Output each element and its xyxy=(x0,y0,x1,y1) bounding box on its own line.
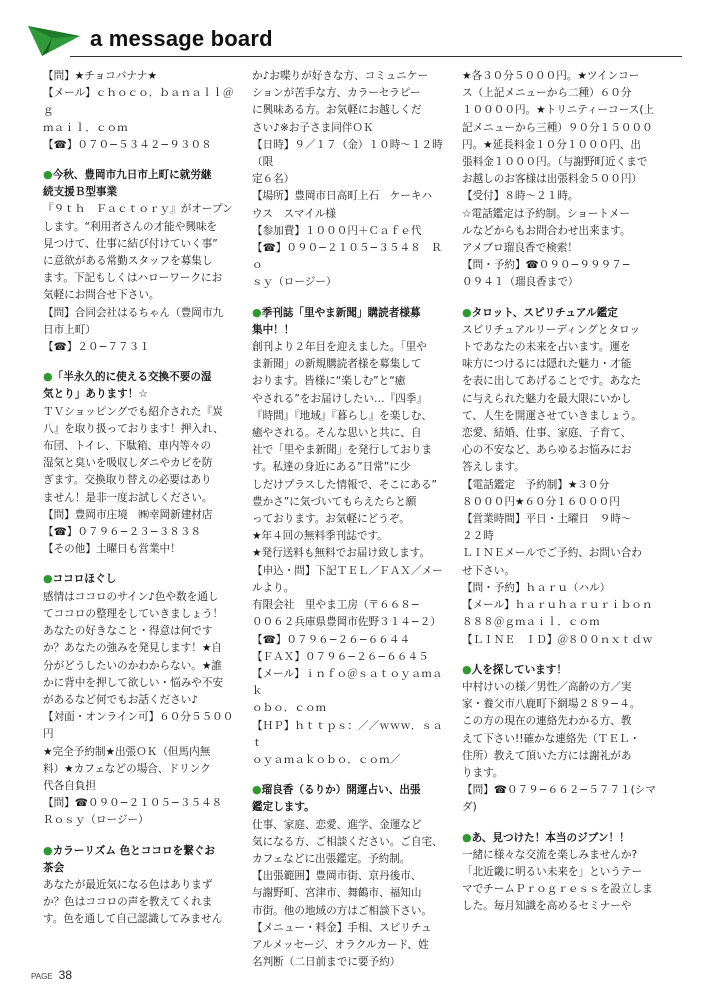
listing-heading xyxy=(43,860,243,877)
column-3 xyxy=(462,68,662,916)
paper-plane-icon xyxy=(28,22,80,56)
bullet-icon: ● xyxy=(462,305,472,319)
body-line: 恋愛、結婚、仕事、家庭、子育て、 xyxy=(462,427,632,440)
body-line: ８０００円★６０分１６０００円 xyxy=(462,495,620,508)
body-line: ｓｙ（ロージー） xyxy=(252,276,337,289)
body-line: 【☎】０７９６−２３−３８３８ xyxy=(43,526,202,539)
body-line: 「北近畿に明るい未来を」というテー xyxy=(462,865,643,878)
body-line: 中村けいの様／男性／高齢の方／実 xyxy=(462,680,632,693)
listing-heading xyxy=(252,322,452,339)
body-line: 【参加費】１０００円＋Ｃａｆｅ代 xyxy=(252,224,422,237)
body-line: この方の現在の連絡先わかる方、教 xyxy=(462,715,632,728)
body-line: 癒やされる。そんな思いと共に、自 xyxy=(252,427,422,440)
block-gap xyxy=(43,830,243,842)
body-line: 気になる方、ご相談ください。ご自宅、 xyxy=(252,835,443,848)
block-gap xyxy=(462,817,662,829)
body-line: スピリチュアルリーディングとタロッ xyxy=(462,323,641,336)
body-line: えて下さい!!確かな連絡先（ＴＥＬ・ xyxy=(462,732,640,745)
body-line: っております。お気軽にどうぞ。 xyxy=(252,513,410,526)
body-line: 分がどうしたいのかわからない。★誰 xyxy=(43,659,222,672)
listing-heading xyxy=(43,184,243,201)
body-line: あなたが最近気になる色はありまず xyxy=(43,878,213,891)
body-line: せ下さい。 xyxy=(462,564,515,577)
body-line: 有限会社 里やま工房（〒６６８− xyxy=(252,599,420,612)
body-line: カフェなどに出張鑑定。予約制。 xyxy=(252,852,411,865)
body-line: かに背中を押して欲しい・悩みや不安 xyxy=(43,676,224,689)
body-line: 【問・予約】ｈａｒｕ（ハル） xyxy=(462,581,611,594)
listing-heading xyxy=(43,570,243,588)
body-line: おります。皆様に“楽しむ”と“癒 xyxy=(252,375,406,388)
body-line: を表に出してあげることです。あなた xyxy=(462,375,642,388)
body-line: 一緒に様々な交流を楽しみませんか? xyxy=(462,848,638,861)
body-line: ２２時 xyxy=(462,530,494,543)
listing-heading xyxy=(462,661,662,679)
body-line: ＴＶショッピングでも紹介された『炭 xyxy=(43,405,223,418)
body-line: 【☎】０９０−２１０５−３５４８ Ｒｏ xyxy=(252,242,442,272)
block-gap xyxy=(43,154,243,166)
listing-heading-text: ココロほぐし xyxy=(52,573,117,586)
body-line: 【日時】９／１７（金）１０時〜１２時（限 xyxy=(252,138,443,169)
body-line: 【営業時間】平日・土曜日 ９時〜 xyxy=(462,513,632,526)
listing-heading xyxy=(43,368,243,386)
listing-heading xyxy=(462,304,662,322)
body-line: 【受付】８時〜２１時。 xyxy=(462,190,579,203)
body-line: 市街。他の地域の方はご相談下さい。 xyxy=(252,904,433,917)
body-line: 料）★カフェなどの場合、ドリンク xyxy=(43,762,211,775)
column-1 xyxy=(43,68,243,929)
body-line: 【電話鑑定 予約制】★３０分 xyxy=(462,478,610,491)
body-line: 円。★延長料金１０分１０００円、出 xyxy=(462,138,641,151)
listing-heading-text: 続支援Ｂ型事業 xyxy=(43,186,118,199)
body-line: 社で「里やま新聞」を発行しておりま xyxy=(252,444,433,457)
body-line: 【ＨＰ】ｈｔｔｐｓ：／／ｗｗｗ．ｓａｔ xyxy=(252,719,443,749)
body-line: Ｒｏｓｙ（ロージー） xyxy=(43,814,149,827)
block-gap xyxy=(252,292,452,304)
body-line: ０９４１（瑠良香まで） xyxy=(462,276,579,289)
body-line: 【申込・問】下記ＴＥＬ／ＦＡＸ／メー xyxy=(252,564,443,577)
body-line: １００００円。★トリニティーコース(上 xyxy=(462,104,655,117)
body-line: 豊かさ”に気づいてもらえたらと願 xyxy=(252,495,417,508)
listing-heading-text: 「半永久的に使える交換不要の湿 xyxy=(52,371,212,384)
body-line: 代各自負担 xyxy=(43,779,96,792)
body-line: 【メール】ｈａｒｕｈａｒｕｒｉｂｏｎ xyxy=(462,599,653,612)
body-line: 【☎】０７０−５３４２−９３０８ xyxy=(43,138,212,151)
body-line: 住所）教えて頂いた方には謝礼があ xyxy=(462,749,632,762)
body-line: ★完全予約制★出張ＯＫ（但馬内無 xyxy=(43,745,211,758)
body-line: 湿気と臭いを吸収しダニやカビを防 xyxy=(43,457,213,470)
body-line: 【問】合同会社はるちゃん（豊岡市九 xyxy=(43,306,224,319)
body-line: 【問】★チョコバナナ★ xyxy=(43,70,158,82)
body-line: 味方につけるには隠れた魅力・才能 xyxy=(462,358,632,371)
body-line: ＬＩＮＥメールでご予約、お問い合わ xyxy=(462,547,642,560)
listing-heading xyxy=(252,799,452,816)
body-line: ぎます。交換取り替えの必要はあり xyxy=(43,474,212,487)
listing-heading-text: 瑠良香（るりか）開運占い、出張 xyxy=(261,784,421,797)
bullet-icon: ● xyxy=(252,305,262,319)
body-line: に興味ある方。お気軽にお越しくだ xyxy=(252,104,422,117)
body-line: 【ＦＡＸ】０７９６−２６−６６４５ xyxy=(252,650,429,663)
body-line: 【その他】土曜日も営業中！ xyxy=(43,543,181,556)
body-line: 『９ｔｈ Ｆａｃｔｏｒｙ』がオープン xyxy=(43,203,233,216)
body-line: ★発行送料も無料でお届け致します。 xyxy=(252,547,431,560)
body-line: ★年４回の無料季刊誌です。 xyxy=(252,530,388,543)
listing-heading-text: 気とり」あります！☆ xyxy=(43,388,148,401)
body-line: した。毎月知識を高めるセミナーや xyxy=(462,900,632,913)
block-gap xyxy=(462,292,662,304)
bullet-icon: ● xyxy=(462,662,472,676)
listing-heading-text: あ、見つけた！本当のジブン！！ xyxy=(471,831,630,844)
body-line: やされる”をお届けしたい…『四季』 xyxy=(252,392,427,405)
bullet-icon: ● xyxy=(43,843,53,857)
bullet-icon: ● xyxy=(43,572,53,586)
body-line: ります。 xyxy=(462,766,504,779)
body-line: します。“利用者さんの才能や興味を xyxy=(43,220,218,233)
block-gap xyxy=(462,649,662,661)
body-line: さい♪※お子さま同伴ＯＫ xyxy=(252,121,374,134)
body-line: 八』を取り扱っております！押入れ、 xyxy=(43,422,224,435)
body-line: ません！是非一度お試しください。 xyxy=(43,491,213,504)
body-line: あなたの好きなこと・得意は何です xyxy=(43,625,213,638)
body-line: す。色を通して自己認識してみません xyxy=(43,913,223,926)
bullet-icon: ● xyxy=(252,783,262,797)
body-line: 仕事、家庭、恋愛、進学、金運など xyxy=(252,818,422,831)
bullet-icon: ● xyxy=(43,370,53,384)
body-line: トであなたの未来を占います。運を xyxy=(462,341,631,354)
listing-heading-text: 茶会 xyxy=(43,861,65,874)
body-line: ションが苦手な方、カラーセラピー xyxy=(252,87,421,100)
body-line: 【対面・オンライン可】６０分５５００円 xyxy=(43,711,234,741)
column-2 xyxy=(252,68,452,971)
page-title: a message board xyxy=(90,26,273,51)
body-line: てココロの整理をしていきましょう！ xyxy=(43,607,224,620)
listing-heading-text: 今秋、豊岡市九日市上町に就労継 xyxy=(52,169,212,182)
body-line: ます。下記もしくはハローワークにお xyxy=(43,272,223,285)
body-line: 【☎】０７９６−２６−６６４４ xyxy=(252,633,411,646)
block-gap xyxy=(43,356,243,368)
body-line: か？色はココロの声を教えてくれま xyxy=(43,896,213,909)
listing-heading xyxy=(43,842,243,860)
body-line: ルなどからもお問合わせ出来ます。 xyxy=(462,224,631,237)
body-line: ★各３０分５０００円。★ツインコー xyxy=(462,70,640,82)
block-gap xyxy=(43,558,243,570)
body-line: ｍａｉｌ．ｃｏｍ xyxy=(43,121,128,134)
body-line: に意欲がある常勤スタッフを募集し xyxy=(43,255,213,268)
body-line: 感情はココロのサイン♪色や数を通し xyxy=(43,590,219,603)
listing-heading xyxy=(43,166,243,184)
block-gap xyxy=(252,769,452,781)
body-line: 【メニュー・料金】手相、スピリチュ xyxy=(252,921,432,934)
body-line: ００６２兵庫県豊岡市佐野３１４−２） xyxy=(252,616,441,629)
body-line: アルメッセージ、オラクルカード、姓 xyxy=(252,938,429,951)
body-line: 張料金１０００円。（与謝野町近くまで xyxy=(462,156,648,169)
listing-heading-text: タロット、スピリチュアル鑑定 xyxy=(471,306,618,319)
body-line: か？あなたの強みを発見します！★自 xyxy=(43,642,222,655)
body-line: ス（上記メニューから二種）６０分 xyxy=(462,87,632,100)
body-line: 【☎】２０−７７３１ xyxy=(43,341,150,354)
bullet-icon: ● xyxy=(462,830,472,844)
body-line: ルより。 xyxy=(252,581,295,594)
body-line: 答えします。 xyxy=(462,461,525,474)
body-line: アメブロ瑠良香で検索！ xyxy=(462,242,578,255)
body-line: ウス スマイル様 xyxy=(252,207,337,220)
body-line: 日市上町） xyxy=(43,323,96,336)
body-line: 【メール】ｉｎｆｏ＠ｓａｔｏｙａｍａｋ xyxy=(252,667,443,698)
body-line: 【問・予約】☎０９０−９９９７− xyxy=(462,259,631,272)
body-line: 【出張範囲】豊岡市街、京丹後市、 xyxy=(252,870,422,883)
listing-heading-text: 人を探しています！ xyxy=(471,663,567,676)
body-line: ｏｂｏ．ｃｏｍ xyxy=(252,702,327,715)
listing-heading xyxy=(462,829,662,847)
body-line: て、人生を開運させていきましょう。 xyxy=(462,409,642,422)
body-line: ｏｙａｍａｋｏｂｏ．ｃｏｍ／ xyxy=(252,753,401,766)
listing-heading xyxy=(43,386,243,403)
listing-heading-text: カラーリズム 色とココロを繋ぐお xyxy=(52,844,215,857)
body-line: 家・養父市八鹿町下網場２８９−４。 xyxy=(462,698,641,711)
body-line: 記メニューから三種）９０分１５０００ xyxy=(462,121,653,134)
body-line: 与謝野町、宮津市、舞鶴市、福知山 xyxy=(252,887,422,900)
body-line: す。私達の身近にある”日常”に少 xyxy=(252,461,411,474)
body-line: 名判断（二日前までに要予約） xyxy=(252,956,401,969)
body-line: ☆電話鑑定は予約制。ショートメー xyxy=(462,207,631,220)
body-line: に与えられた魅力を最大限にいかし xyxy=(462,392,632,405)
listing-heading xyxy=(252,781,452,799)
page-number: 38 xyxy=(58,968,72,982)
body-line: があるなど何でもお話ください♪ xyxy=(43,693,199,706)
body-line: 【問】☎０９０−２１０５−３５４８ xyxy=(43,797,223,810)
page-label: PAGE xyxy=(31,972,53,981)
header-rule xyxy=(70,56,682,57)
body-line: か♪お喋りが好きな方、コミュニケー xyxy=(252,70,429,82)
body-line: 『時間』『地域』『暮らし』を楽しむ、 xyxy=(252,409,433,422)
body-line: 定６名） xyxy=(252,173,295,186)
bullet-icon: ● xyxy=(43,168,53,182)
body-line: 【ＬＩＮＥ ＩＤ】＠８００ｎｘｔｄｗ xyxy=(462,633,653,646)
body-line: 【問】☎０７９−６６２−５７７１(シマダ) xyxy=(462,784,656,814)
body-line: ８８８＠ｇｍａｉｌ．ｃｏｍ xyxy=(462,616,600,629)
body-line: お越しのお客様は出張料金５００円） xyxy=(462,173,643,186)
body-line: 創刊より２年目を迎えました。「里や xyxy=(252,341,427,354)
page-footer xyxy=(31,968,72,982)
listing-heading-text: 季刊誌「里やま新聞」購読者様募 xyxy=(261,306,421,319)
body-line: 心の不安など、あらゆるお悩みにお xyxy=(462,444,632,457)
body-line: ま新聞」の新規購読者様を募集して xyxy=(252,358,422,371)
body-line: しだけプラスした情報で、そこにある” xyxy=(252,478,438,491)
page-header xyxy=(0,0,705,70)
body-line: 【場所】豊岡市日高町上石 ケーキハ xyxy=(252,190,433,203)
body-line: 布団、トイレ、下駄箱、車内等々の xyxy=(43,440,212,453)
body-line: 気軽にお問合せ下さい。 xyxy=(43,289,160,302)
body-line: 【問】豊岡市庄境 ㈱幸岡新建材店 xyxy=(43,508,213,521)
body-line: 見つけて、仕事に結び付けていく事” xyxy=(43,237,218,250)
listing-heading-text: 鑑定します。 xyxy=(252,801,315,814)
listing-heading-text: 集中！！ xyxy=(252,323,295,336)
listing-heading xyxy=(252,304,452,322)
body-line: マでチームＰｒｏｇｒｅｓｓを設立しま xyxy=(462,883,653,896)
body-line: 【メール】ｃｈｏｃｏ．ｂａｎａｌｌ＠ｇ xyxy=(43,87,234,117)
